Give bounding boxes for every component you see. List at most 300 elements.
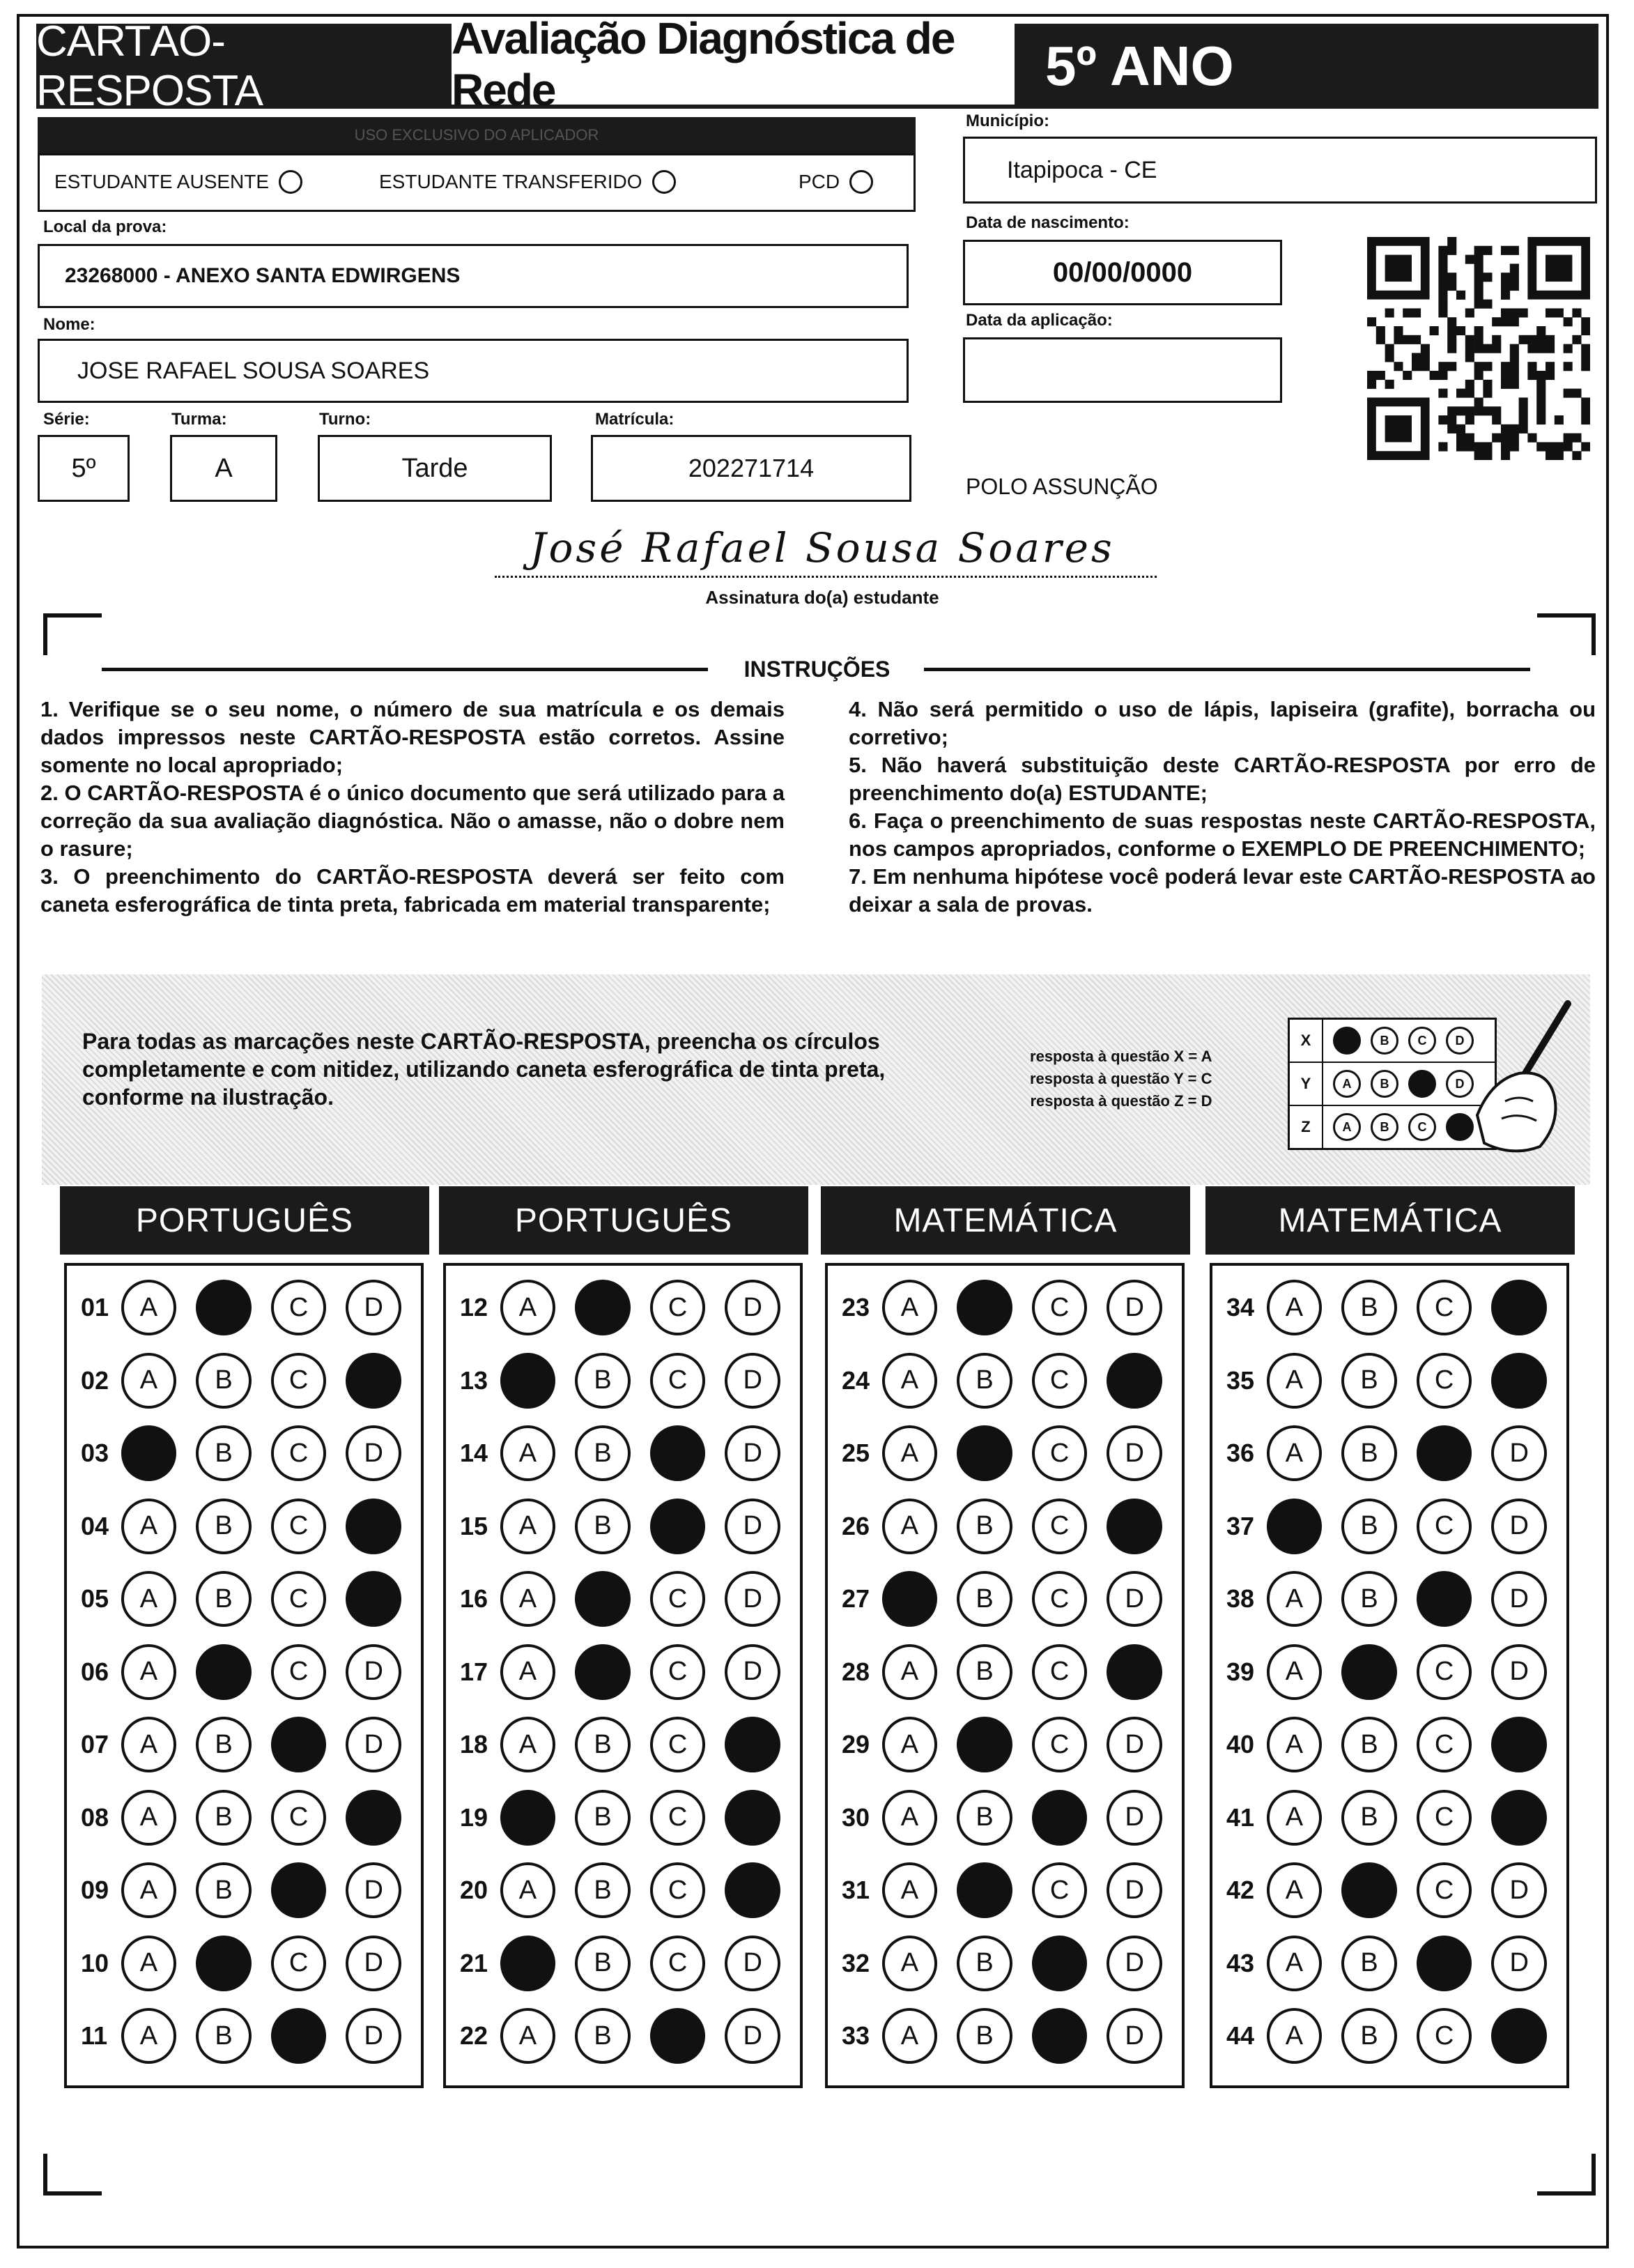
question-number: 42 (1226, 1876, 1255, 1905)
answer-bubble-b[interactable]: B (1341, 1353, 1397, 1409)
serie-field: 5º (38, 435, 130, 502)
answer-bubble-c[interactable]: C (1417, 1499, 1472, 1554)
answer-bubble-c[interactable]: C (1417, 1280, 1472, 1335)
answer-bubble-d[interactable]: D (1491, 1425, 1547, 1481)
answer-bubble-c[interactable] (650, 1499, 706, 1554)
answer-bubble-c[interactable]: C (1417, 1644, 1472, 1700)
question-row (1212, 1563, 1566, 1636)
turno-field: Tarde (318, 435, 552, 502)
question-number: 02 (81, 1365, 109, 1395)
answer-bubble-d[interactable] (1491, 1353, 1547, 1409)
answer-bubble-c[interactable]: C (1417, 1790, 1472, 1846)
turno-label: Turno: (319, 410, 371, 429)
answer-bubble-a[interactable]: A (500, 1862, 556, 1918)
grade-title: 5º ANO (1045, 35, 1234, 97)
answer-bubble-b[interactable]: B (196, 1862, 252, 1918)
answer-bubble-a[interactable]: A (121, 1280, 177, 1335)
answer-bubble-d[interactable] (346, 1499, 401, 1554)
turma-field: A (170, 435, 277, 502)
answer-bubble-a[interactable]: A (500, 1499, 556, 1554)
question-row (446, 1636, 800, 1709)
answer-bubble-c[interactable]: C (1417, 1353, 1472, 1409)
answer-bubble-b[interactable]: B (196, 1425, 252, 1481)
answer-bubble-d[interactable] (725, 1717, 780, 1772)
nascimento-label: Data de nascimento: (966, 213, 1130, 232)
question-number: 15 (460, 1511, 488, 1540)
question-row (446, 1563, 800, 1636)
answer-bubble-c[interactable]: C (1417, 1862, 1472, 1918)
answer-bubble-a[interactable]: A (1267, 1644, 1323, 1700)
example-key-y: resposta à questão Y = C (1030, 1070, 1212, 1087)
question-number: 26 (842, 1511, 870, 1540)
question-row (67, 1417, 421, 1490)
question-row (446, 2000, 800, 2073)
question-row (446, 1271, 800, 1344)
answer-bubble-a[interactable]: A (500, 1717, 556, 1772)
answer-bubble-b[interactable] (1341, 1862, 1397, 1918)
answer-bubble-a[interactable]: A (121, 1790, 177, 1846)
nascimento-field: 00/00/0000 (963, 240, 1282, 305)
question-number: 31 (842, 1876, 870, 1905)
answer-bubble-c[interactable]: C (271, 1425, 327, 1481)
question-number: 04 (81, 1511, 109, 1540)
question-number: 22 (460, 2021, 488, 2051)
answer-bubble-d[interactable]: D (1491, 1571, 1547, 1627)
answer-bubble-a[interactable]: A (1267, 1717, 1323, 1772)
answer-bubble-a[interactable]: A (121, 1353, 177, 1409)
answer-bubble-b[interactable]: B (196, 2008, 252, 2064)
answer-bubble-d[interactable] (346, 1571, 401, 1627)
answer-bubble-c[interactable]: C (271, 1280, 327, 1335)
question-number: 37 (1226, 1511, 1255, 1540)
answer-bubble-c[interactable]: C (650, 1790, 706, 1846)
answer-bubble-a[interactable]: A (882, 1280, 938, 1335)
answer-bubble-c[interactable] (1417, 1425, 1472, 1481)
answer-bubble-d[interactable]: D (346, 1425, 401, 1481)
answer-bubble-b[interactable] (957, 1862, 1012, 1918)
question-row (828, 1271, 1182, 1344)
answer-bubble-d[interactable]: D (725, 1499, 780, 1554)
answer-bubble-a[interactable]: A (121, 1862, 177, 1918)
question-number: 12 (460, 1293, 488, 1322)
turma-label: Turma: (171, 410, 227, 429)
answer-bubble-c[interactable]: C (1032, 1862, 1088, 1918)
corner-mark-bottom-left (43, 2154, 102, 2196)
answer-bubble-b[interactable]: B (1341, 1717, 1397, 1772)
answer-bubble-c[interactable]: C (1032, 1353, 1088, 1409)
answer-bubble-c[interactable]: C (271, 1571, 327, 1627)
answer-bubble-a[interactable] (1267, 1499, 1323, 1554)
question-row (446, 1344, 800, 1418)
answer-bubble-b[interactable]: B (196, 1571, 252, 1627)
question-number: 08 (81, 1802, 109, 1832)
answer-bubble-a[interactable]: A (1267, 1280, 1323, 1335)
question-row (1212, 1490, 1566, 1563)
example-bubble: A (1333, 1113, 1361, 1141)
answer-bubble-a[interactable]: A (121, 2008, 177, 2064)
answer-bubble-b[interactable] (957, 1717, 1012, 1772)
answer-bubble-a[interactable]: A (882, 1425, 938, 1481)
answer-bubble-b[interactable] (196, 1644, 252, 1700)
example-bubble: C (1408, 1027, 1436, 1055)
question-row (1212, 1782, 1566, 1855)
answer-bubble-a[interactable]: A (1267, 1790, 1323, 1846)
question-number: 09 (81, 1876, 109, 1905)
answer-bubble-d[interactable]: D (1107, 1571, 1162, 1627)
answer-bubble-c[interactable]: C (650, 1936, 706, 1991)
answer-bubble-a[interactable]: A (882, 1717, 938, 1772)
answer-bubble-b[interactable] (196, 1280, 252, 1335)
answer-bubble-c[interactable]: C (650, 1280, 706, 1335)
answer-bubble-b[interactable]: B (196, 1353, 252, 1409)
example-bubble: B (1371, 1027, 1398, 1055)
answer-bubble-b[interactable]: B (957, 2008, 1012, 2064)
answer-bubble-a[interactable]: A (500, 1425, 556, 1481)
card-title: CARTÃO-RESPOSTA (36, 17, 263, 115)
answer-bubble-b[interactable] (575, 1644, 631, 1700)
question-number: 33 (842, 2021, 870, 2051)
question-row (828, 1927, 1182, 2000)
question-number: 43 (1226, 1948, 1255, 1977)
answer-bubble-b[interactable]: B (196, 1717, 252, 1772)
answer-bubble-d[interactable] (1107, 1499, 1162, 1554)
answer-bubble-a[interactable]: A (121, 1936, 177, 1991)
answer-bubble-b[interactable]: B (1341, 1280, 1397, 1335)
hand-pen-icon (1463, 997, 1575, 1157)
example-text: Para todas as marcações neste CARTÃO-RESPOSTA, preencha os círculos completamente e com nitidez, utilizando caneta esferográfica de tinta preta, conforme na ilustração. (82, 1029, 886, 1110)
absent-checkbox[interactable] (54, 170, 302, 194)
local-label: Local da prova: (43, 217, 167, 236)
answer-bubble-d[interactable]: D (725, 1425, 780, 1481)
answer-bubble-b[interactable] (575, 1571, 631, 1627)
question-number: 05 (81, 1584, 109, 1614)
example-row-label: Y (1290, 1063, 1323, 1105)
question-row (828, 1490, 1182, 1563)
question-number: 10 (81, 1948, 109, 1977)
answer-bubble-a[interactable]: A (1267, 1571, 1323, 1627)
answer-bubble-d[interactable]: D (346, 2008, 401, 2064)
question-row (1212, 1708, 1566, 1782)
question-row (1212, 1854, 1566, 1927)
answer-bubble-c[interactable]: C (1032, 1571, 1088, 1627)
answer-bubble-d[interactable]: D (346, 1717, 401, 1772)
answer-bubble-b[interactable]: B (957, 1936, 1012, 1991)
pcd-label: PCD (799, 171, 840, 192)
question-row (828, 1417, 1182, 1490)
answer-bubble-d[interactable] (1491, 1790, 1547, 1846)
answer-bubble-c[interactable]: C (650, 1353, 706, 1409)
answer-bubble-c[interactable]: C (650, 1862, 706, 1918)
answer-bubble-b[interactable]: B (196, 1499, 252, 1554)
answer-bubble-d[interactable]: D (1491, 1644, 1547, 1700)
answer-column (443, 1263, 803, 2088)
signature-handwritten: José Rafael Sousa Soares (530, 524, 1115, 572)
answer-bubble-c[interactable] (1417, 1571, 1472, 1627)
answer-bubble-a[interactable]: A (121, 1644, 177, 1700)
answer-bubble-b[interactable] (196, 1936, 252, 1991)
answer-bubble-d[interactable]: D (1107, 1280, 1162, 1335)
answer-bubble-d[interactable] (346, 1790, 401, 1846)
question-row (828, 2000, 1182, 2073)
answer-bubble-a[interactable]: A (500, 1280, 556, 1335)
question-row (1212, 1927, 1566, 2000)
answer-bubble-a[interactable] (500, 1936, 556, 1991)
example-row-label: X (1290, 1020, 1323, 1062)
answer-bubble-a[interactable]: A (882, 2008, 938, 2064)
answer-bubble-c[interactable]: C (271, 1353, 327, 1409)
answer-bubble-d[interactable] (1107, 1353, 1162, 1409)
answer-bubble-c[interactable]: C (1032, 1425, 1088, 1481)
answer-bubble-c[interactable]: C (650, 1571, 706, 1627)
question-row (446, 1927, 800, 2000)
answer-bubble-c[interactable] (1032, 1936, 1088, 1991)
answer-bubble-a[interactable]: A (1267, 1353, 1323, 1409)
answer-bubble-b[interactable]: B (1341, 2008, 1397, 2064)
question-number: 44 (1226, 2021, 1255, 2051)
serie-label: Série: (43, 410, 90, 429)
answer-bubble-a[interactable]: A (882, 1790, 938, 1846)
answer-bubble-a[interactable]: A (121, 1571, 177, 1627)
pcd-circle[interactable] (849, 170, 873, 194)
answer-bubble-c[interactable]: C (271, 1644, 327, 1700)
answer-bubble-b[interactable]: B (957, 1571, 1012, 1627)
answer-bubble-c[interactable] (1032, 2008, 1088, 2064)
answer-bubble-a[interactable]: A (1267, 1936, 1323, 1991)
answer-bubble-d[interactable]: D (725, 1936, 780, 1991)
aplicacao-field (963, 337, 1282, 403)
pcd-checkbox[interactable] (799, 170, 873, 194)
example-keys (1030, 1045, 1212, 1112)
question-row (67, 1271, 421, 1344)
answer-bubble-b[interactable]: B (1341, 1571, 1397, 1627)
answer-bubble-c[interactable] (650, 1425, 706, 1481)
question-number: 21 (460, 1948, 488, 1977)
question-number: 41 (1226, 1802, 1255, 1832)
answer-bubble-a[interactable]: A (882, 1499, 938, 1554)
polo-label: POLO ASSUNÇÃO (966, 474, 1158, 499)
answer-bubble-b[interactable] (575, 1280, 631, 1335)
transferred-label: ESTUDANTE TRANSFERIDO (379, 171, 642, 192)
question-number: 27 (842, 1584, 870, 1614)
transferred-checkbox[interactable] (379, 170, 676, 194)
example-bubble (1408, 1070, 1436, 1098)
question-row (1212, 1271, 1566, 1344)
transferred-circle[interactable] (652, 170, 676, 194)
answer-bubble-a[interactable]: A (121, 1499, 177, 1554)
answer-bubble-d[interactable]: D (346, 1936, 401, 1991)
question-number: 36 (1226, 1439, 1255, 1468)
answer-bubble-a[interactable]: A (1267, 1425, 1323, 1481)
answer-bubble-d[interactable] (346, 1353, 401, 1409)
question-number: 19 (460, 1802, 488, 1832)
question-number: 24 (842, 1365, 870, 1395)
answer-bubble-d[interactable]: D (725, 1353, 780, 1409)
answer-bubble-d[interactable]: D (1491, 1862, 1547, 1918)
answer-bubble-b[interactable] (957, 1280, 1012, 1335)
local-field: 23268000 - ANEXO SANTA EDWIRGENS (38, 244, 909, 308)
answer-bubble-d[interactable]: D (1107, 2008, 1162, 2064)
instruction-6: 6. Faça o preenchimento de suas respostas neste CARTÃO-RESPOSTA, nos campos apropriados, conforme o EXEMPLO DE PREENCHIMENTO; (849, 809, 1596, 861)
answer-bubble-d[interactable] (725, 1862, 780, 1918)
column-header: PORTUGUÊS (439, 1186, 808, 1255)
answer-bubble-d[interactable] (1491, 1280, 1547, 1335)
question-row (446, 1490, 800, 1563)
question-row (1212, 2000, 1566, 2073)
question-number: 30 (842, 1802, 870, 1832)
answer-bubble-b[interactable]: B (575, 2008, 631, 2064)
answer-bubble-a[interactable]: A (500, 1644, 556, 1700)
answer-bubble-b[interactable]: B (575, 1936, 631, 1991)
answer-bubble-b[interactable]: B (575, 1499, 631, 1554)
answer-bubble-c[interactable] (271, 1862, 327, 1918)
answer-bubble-d[interactable]: D (725, 2008, 780, 2064)
answer-bubble-c[interactable]: C (650, 1644, 706, 1700)
answer-bubble-a[interactable]: A (500, 1571, 556, 1627)
answer-bubble-b[interactable]: B (957, 1499, 1012, 1554)
answer-bubble-b[interactable]: B (575, 1353, 631, 1409)
matricula-label: Matrícula: (595, 410, 675, 429)
answer-bubble-d[interactable]: D (725, 1644, 780, 1700)
answer-bubble-d[interactable]: D (1107, 1790, 1162, 1846)
answer-bubble-b[interactable]: B (575, 1717, 631, 1772)
absent-label: ESTUDANTE AUSENTE (54, 171, 270, 192)
answer-bubble-c[interactable]: C (1032, 1644, 1088, 1700)
answer-bubble-c[interactable]: C (1032, 1499, 1088, 1554)
answer-bubble-c[interactable]: C (271, 1790, 327, 1846)
answer-bubble-d[interactable] (1491, 1717, 1547, 1772)
answer-bubble-d[interactable] (1107, 1644, 1162, 1700)
answer-bubble-a[interactable]: A (882, 1644, 938, 1700)
answer-bubble-a[interactable] (500, 1353, 556, 1409)
answer-bubble-c[interactable]: C (271, 1499, 327, 1554)
answer-bubble-a[interactable]: A (1267, 1862, 1323, 1918)
answer-bubble-b[interactable]: B (957, 1644, 1012, 1700)
example-bubble: D (1446, 1027, 1474, 1055)
answer-bubble-c[interactable] (271, 2008, 327, 2064)
answer-bubble-a[interactable]: A (882, 1353, 938, 1409)
question-number: 01 (81, 1293, 109, 1322)
answer-bubble-a[interactable]: A (882, 1936, 938, 1991)
instruction-4: 4. Não será permitido o uso de lápis, lapiseira (grafite), borracha ou corretivo; (849, 697, 1596, 749)
answer-bubble-c[interactable] (650, 2008, 706, 2064)
absent-circle[interactable] (279, 170, 302, 194)
question-row (828, 1708, 1182, 1782)
corner-mark-bottom-right (1537, 2154, 1596, 2196)
question-row (1212, 1636, 1566, 1709)
example-bubble: A (1333, 1070, 1361, 1098)
column-header: MATEMÁTICA (1205, 1186, 1575, 1255)
answer-bubble-d[interactable]: D (346, 1862, 401, 1918)
answer-bubble-b[interactable] (1341, 1644, 1397, 1700)
answer-bubble-b[interactable]: B (1341, 1499, 1397, 1554)
question-row (828, 1782, 1182, 1855)
question-number: 11 (81, 2021, 108, 2051)
answer-bubble-d[interactable]: D (1491, 1936, 1547, 1991)
answer-bubble-c[interactable]: C (650, 1717, 706, 1772)
answer-bubble-c[interactable]: C (1032, 1280, 1088, 1335)
answer-bubble-b[interactable]: B (1341, 1936, 1397, 1991)
municipio-field: Itapipoca - CE (963, 137, 1597, 204)
question-number: 03 (81, 1439, 109, 1468)
question-number: 40 (1226, 1730, 1255, 1759)
answer-bubble-c[interactable]: C (271, 1936, 327, 1991)
question-number: 29 (842, 1730, 870, 1759)
answer-bubble-c[interactable] (1032, 1790, 1088, 1846)
question-row (67, 1927, 421, 2000)
nome-label: Nome: (43, 315, 95, 334)
answer-bubble-c[interactable] (1417, 1936, 1472, 1991)
answer-bubble-b[interactable]: B (957, 1353, 1012, 1409)
answer-bubble-d[interactable]: D (725, 1280, 780, 1335)
answer-bubble-a[interactable]: A (882, 1862, 938, 1918)
question-row (67, 1782, 421, 1855)
example-key-x: resposta à questão X = A (1030, 1048, 1212, 1065)
instructions-left (40, 696, 785, 919)
answer-bubble-b[interactable]: B (575, 1425, 631, 1481)
answer-bubble-a[interactable] (500, 1790, 556, 1846)
answer-bubble-a[interactable]: A (500, 2008, 556, 2064)
qr-code-icon (1367, 237, 1590, 460)
answer-bubble-b[interactable]: B (957, 1790, 1012, 1846)
instruction-7: 7. Em nenhuma hipótese você poderá levar este CARTÃO-RESPOSTA ao deixar a sala de provas. (849, 864, 1596, 917)
answer-bubble-d[interactable]: D (725, 1571, 780, 1627)
answer-bubble-b[interactable]: B (196, 1790, 252, 1846)
answer-bubble-a[interactable] (121, 1425, 177, 1481)
answer-bubble-d[interactable]: D (346, 1280, 401, 1335)
question-row (446, 1782, 800, 1855)
instructions-right (849, 696, 1596, 919)
signature-label: Assinatura do(a) estudante (705, 587, 939, 608)
answer-bubble-d[interactable]: D (1107, 1425, 1162, 1481)
answer-bubble-b[interactable]: B (575, 1790, 631, 1846)
answer-bubble-d[interactable]: D (1107, 1862, 1162, 1918)
answer-bubble-b[interactable] (957, 1425, 1012, 1481)
question-number: 34 (1226, 1293, 1255, 1322)
municipio-label: Município: (966, 112, 1049, 130)
answer-bubble-b[interactable]: B (575, 1862, 631, 1918)
example-bubble: D (1446, 1070, 1474, 1098)
example-bubble (1333, 1027, 1361, 1055)
answer-bubble-d[interactable]: D (346, 1644, 401, 1700)
answer-bubble-a[interactable] (882, 1571, 938, 1627)
aplicacao-label: Data da aplicação: (966, 311, 1113, 330)
example-row-label: Z (1290, 1106, 1323, 1148)
answer-bubble-c[interactable] (271, 1717, 327, 1772)
question-number: 14 (460, 1439, 488, 1468)
answer-column (1210, 1263, 1569, 2088)
question-row (446, 1708, 800, 1782)
answer-column (825, 1263, 1185, 2088)
column-header: PORTUGUÊS (60, 1186, 429, 1255)
question-row (1212, 1344, 1566, 1418)
answer-bubble-c[interactable]: C (1032, 1717, 1088, 1772)
answer-bubble-d[interactable] (1491, 2008, 1547, 2064)
question-row (67, 1636, 421, 1709)
question-row (446, 1854, 800, 1927)
question-row (446, 1417, 800, 1490)
answer-bubble-d[interactable]: D (1107, 1936, 1162, 1991)
answer-bubble-d[interactable]: D (1491, 1499, 1547, 1554)
answer-bubble-a[interactable]: A (121, 1717, 177, 1772)
answer-bubble-b[interactable]: B (1341, 1425, 1397, 1481)
answer-bubble-a[interactable]: A (1267, 2008, 1323, 2064)
answer-bubble-c[interactable]: C (1417, 2008, 1472, 2064)
answer-bubble-c[interactable]: C (1417, 1717, 1472, 1772)
answer-bubble-d[interactable]: D (1107, 1717, 1162, 1772)
answer-bubble-b[interactable]: B (1341, 1790, 1397, 1846)
question-row (67, 2000, 421, 2073)
answer-bubble-d[interactable] (725, 1790, 780, 1846)
